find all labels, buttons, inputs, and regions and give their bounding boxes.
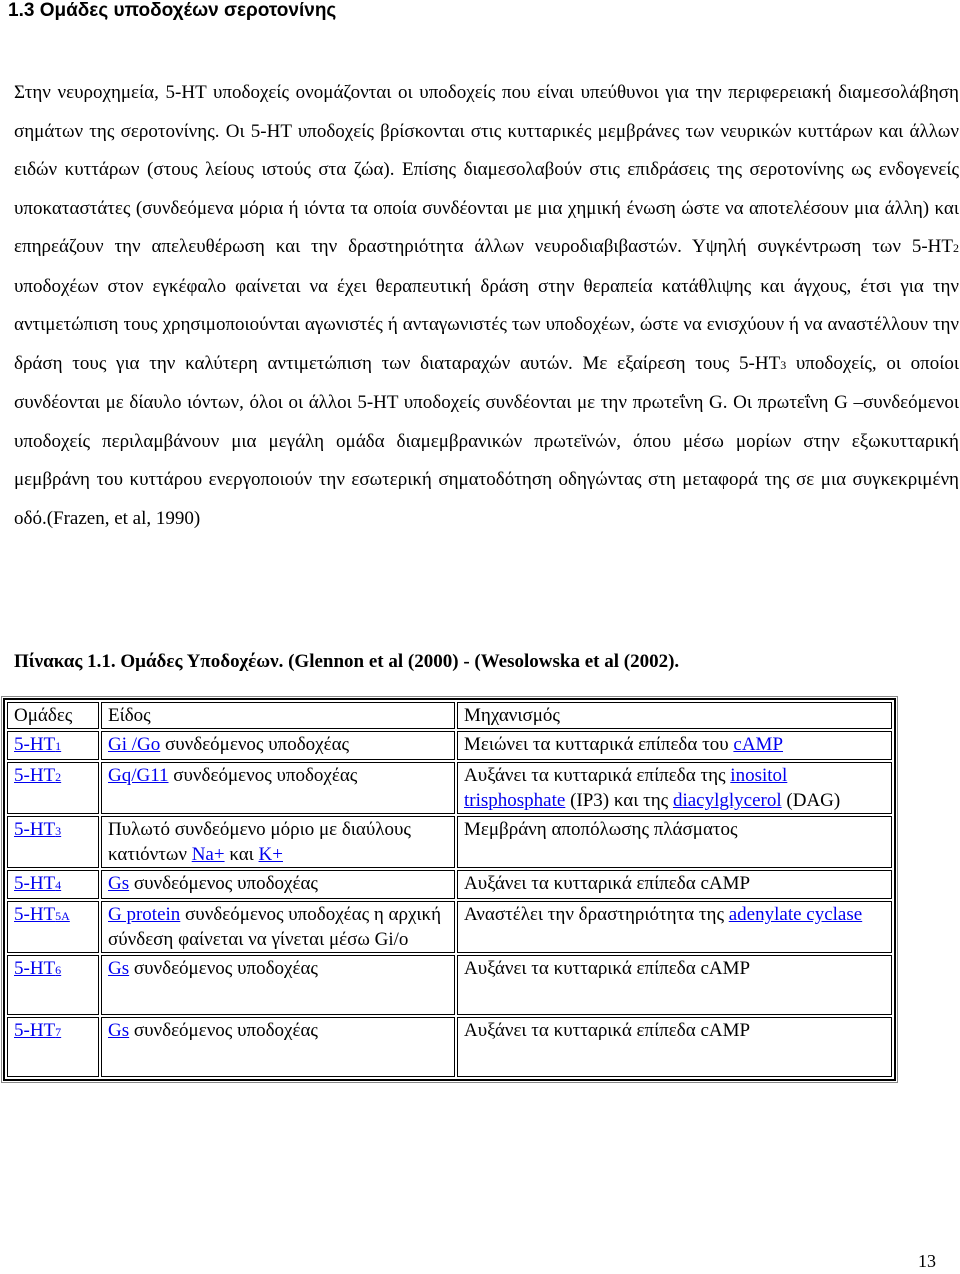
type-cell: Gq/G11 συνδεόμενος υποδοχέας (101, 762, 455, 814)
type-link[interactable]: Na+ (191, 844, 225, 865)
table-row (7, 901, 892, 953)
group-cell[interactable] (7, 816, 99, 868)
type-link[interactable]: Gs (108, 1020, 130, 1041)
group-link[interactable]: 5-HT2 (14, 765, 62, 786)
mechanism-cell: Μειώνει τα κυτταρικά επίπεδα του cAMP (457, 731, 892, 760)
section-heading: 1.3 Ομάδες υποδοχέων σεροτονίνης (8, 0, 337, 21)
body-paragraph (14, 74, 959, 538)
table-row (7, 870, 892, 899)
table-row (7, 762, 892, 814)
type-link[interactable]: G protein (108, 904, 181, 925)
group-link[interactable]: 5-HT4 (14, 873, 62, 894)
mechanism-cell: Αυξάνει τα κυτταρικά επίπεδα cAMP (457, 955, 892, 1015)
receptor-table (3, 698, 896, 1081)
table-row (7, 955, 892, 1015)
group-cell[interactable] (7, 1017, 99, 1077)
table-row (7, 731, 892, 760)
mechanism-link[interactable]: adenylate cyclase (728, 904, 863, 925)
type-cell: Gs συνδεόμενος υποδοχέας (101, 870, 455, 899)
mechanism-link[interactable]: inositol trisphosphate (464, 765, 788, 811)
mechanism-link[interactable]: diacylglycerol (672, 790, 782, 811)
mechanism-cell: Αυξάνει τα κυτταρικά επίπεδα της inositol trisphosphate (IP3) και της diacylglycerol (DAG) (457, 762, 892, 814)
paragraph-text-3: Με εξαίρεση τους 5-HT (572, 352, 781, 374)
type-cell: Gs συνδεόμενος υποδοχέας (101, 955, 455, 1015)
header-type: Είδος (101, 702, 455, 729)
type-cell: Gi /Go συνδεόμενος υποδοχέας (101, 731, 455, 760)
subscript: 2 (953, 241, 959, 255)
group-cell[interactable] (7, 762, 99, 814)
paragraph-text-1: Στην νευροχημεία, 5-HT υποδοχείς ονομάζονται οι υποδοχείς που είναι υπεύθυνοι για την περιφερειακή διαμεσολάβηση σημάτων της σεροτονίνης. Οι 5-HT υποδοχείς βρίσκονται στις κυτταρικές μεμβράνες των νευρικών κυττάρων και άλλων ειδών κυττάρων (στους λείους ιστούς στα ζώα). Επίσης διαμεσολαβούν στις επιδράσεις της σεροτονίνης ως ενδογενείς υποκαταστάτες (συνδεόμενα μόρια ή ιόντα τα οποία συνδέονται με μια χημική ένωση ώστε να αποτελέσουν μια άλλη) και επηρεάζουν την απελευθέρωση και την δραστηριότητα άλλων νευροδιαβιβαστών. Υψηλή συγκέντρωση των 5-HT (14, 82, 959, 257)
group-cell[interactable] (7, 731, 99, 760)
paragraph-text-4: υποδοχείς, οι οποίοι συνδέονται με δίαυλο ιόντων, όλοι οι άλλοι 5-HT υποδοχείς συνδέονται με την πρωτεΐνη G. Οι πρωτεΐνη G –συνδεόμενοι υποδοχείς περιλαμβάνουν μια μεγάλη ομάδα διαμεμβρανικών πρωτεϊνών, όπου μέσω μορίων στην εξωκυτταρική μεμβράνη του κυττάρου ενεργοποιούν την εσωτερική σηματοδότηση οδηγώντας στη μεταφορά της σε μια συγκεκριμένη οδό.(Frazen, et al, 1990) (14, 352, 959, 529)
type-link[interactable]: K+ (258, 844, 283, 865)
mechanism-cell: Αυξάνει τα κυτταρικά επίπεδα cAMP (457, 1017, 892, 1077)
type-cell: G protein συνδεόμενος υποδοχέας η αρχική σύνδεση φαίνεται να γίνεται μέσω Gi/o (101, 901, 455, 953)
table-row (7, 816, 892, 868)
page-number: 13 (918, 1251, 936, 1271)
type-link[interactable]: Gs (108, 958, 130, 979)
group-link[interactable]: 5-HT7 (14, 1020, 62, 1041)
type-link[interactable]: Gs (108, 873, 130, 894)
type-cell: Πυλωτό συνδεόμενο μόριο με διαύλους κατιόντων Na+ και K+ (101, 816, 455, 868)
group-link[interactable]: 5-HT3 (14, 819, 62, 840)
group-cell[interactable] (7, 901, 99, 953)
type-cell: Gs συνδεόμενος υποδοχέας (101, 1017, 455, 1077)
table-row (7, 1017, 892, 1077)
mechanism-cell: Αναστέλει την δραστηριότητα της adenylate cyclase (457, 901, 892, 953)
mechanism-cell: Αυξάνει τα κυτταρικά επίπεδα cAMP (457, 870, 892, 899)
group-cell[interactable] (7, 870, 99, 899)
table-header-row (7, 702, 892, 729)
header-mechanism: Μηχανισμός (457, 702, 892, 729)
group-link[interactable]: 5-HT6 (14, 958, 62, 979)
group-link[interactable]: 5-HT5A (14, 904, 70, 925)
type-link[interactable]: Gi /Go (108, 734, 161, 755)
group-cell[interactable] (7, 955, 99, 1015)
group-link[interactable]: 5-HT1 (14, 734, 62, 755)
mechanism-link[interactable]: cAMP (733, 734, 784, 755)
mechanism-cell: Μεμβράνη αποπόλωσης πλάσματος (457, 816, 892, 868)
paragraph-text-2: υποδοχέων στον εγκέφαλο φαίνεται να έχει θεραπευτική δράση στην θεραπεία κατάθλιψης και άγχους, έτσι για την αντιμετώπιση τους χρησιμοποιούνται αγωνιστές ή ανταγωνιστές των υποδοχέων, ώστε να ενισχύουν ή να αναστέλλουν την δράση τους για την καλύτερη αντιμετώπιση των διαταραχών αυτών. (14, 275, 959, 374)
header-groups: Ομάδες (7, 702, 99, 729)
type-link[interactable]: Gq/G11 (108, 765, 169, 786)
subscript: 3 (780, 357, 787, 372)
table-caption: Πίνακας 1.1. Ομάδες Υποδοχέων. (Glennon et al (2000) - (Wesolowska et al (2002). (14, 651, 680, 672)
